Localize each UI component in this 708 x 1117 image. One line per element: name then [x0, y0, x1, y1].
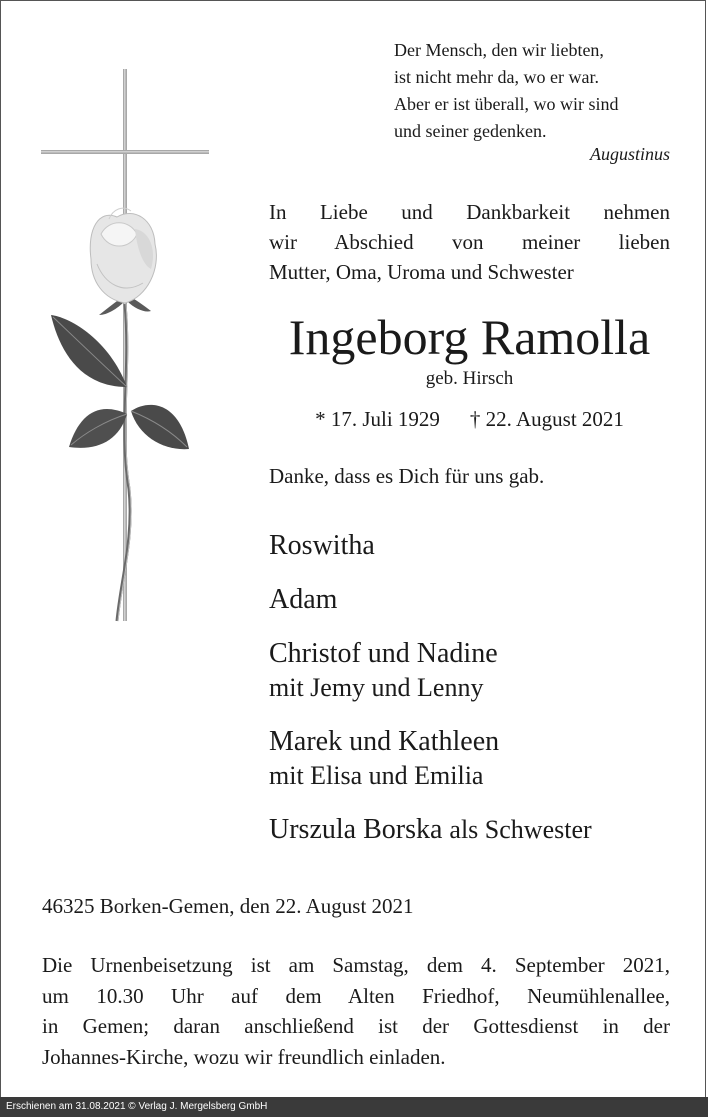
- mourner-name: Urszula Borska: [269, 814, 443, 845]
- quote-author: Augustinus: [589, 144, 670, 164]
- maiden-name: geb. Hirsch: [425, 368, 514, 389]
- mourner-entry: [269, 583, 689, 617]
- mourner-name: Roswitha: [269, 530, 375, 561]
- mourner-entry: [269, 813, 689, 847]
- publication-footer: Erschienen am 31.08.2021 © Verlag J. Mergelsberg GmbH: [0, 1097, 708, 1117]
- burial-line: Die Urnenbeisetzung ist am Samstag, dem 4. September 2021,: [42, 953, 670, 977]
- mourner-name-line: [269, 813, 689, 847]
- death-date: † 22. August 2021: [469, 407, 624, 431]
- mourner-family: mit Elisa und Emilia: [269, 761, 484, 790]
- quote-line: Aber er ist überall, wo wir sind: [394, 94, 619, 114]
- mourner-relation: als Schwester: [449, 815, 592, 844]
- rose-icon: [51, 208, 189, 621]
- burial-info: [42, 950, 670, 1072]
- quote-line: ist nicht mehr da, wo er war.: [394, 67, 599, 87]
- intro-line: In Liebe und Dankbarkeit nehmen: [269, 200, 670, 224]
- mourner-entry: [269, 725, 689, 793]
- mourner-entry: [269, 529, 689, 563]
- mourners-list: [269, 529, 689, 867]
- mourner-name: Christof und Nadine: [269, 638, 498, 669]
- thanks-line: Danke, dass es Dich für uns gab.: [269, 464, 545, 488]
- burial-line: in Gemen; daran anschließend ist der Gottesdienst in der: [42, 1014, 670, 1038]
- birth-date: * 17. Juli 1929: [315, 407, 440, 431]
- intro-line: Mutter, Oma, Uroma und Schwester: [269, 260, 574, 284]
- burial-line: Johannes-Kirche, wozu wir freundlich einladen.: [42, 1044, 446, 1069]
- cross-with-rose-illustration: [39, 69, 219, 629]
- mourner-entry: [269, 637, 689, 705]
- mourner-name: Marek und Kathleen: [269, 726, 500, 757]
- quote-line: und seiner gedenken.: [394, 121, 547, 141]
- mourner-family: mit Jemy und Lenny: [269, 673, 484, 702]
- quote-line: Der Mensch, den wir liebten,: [394, 40, 604, 60]
- mourner-name: Adam: [269, 584, 338, 615]
- burial-line: um 10.30 Uhr auf dem Alten Friedhof, Neumühlenallee,: [42, 983, 670, 1008]
- deceased-name: Ingeborg Ramolla: [288, 309, 651, 365]
- intro-line: wir Abschied von meiner lieben: [269, 230, 670, 254]
- place-date: 46325 Borken-Gemen, den 22. August 2021: [42, 894, 414, 918]
- intro-text: [269, 197, 670, 287]
- life-dates: [269, 407, 670, 432]
- quote: [394, 37, 670, 145]
